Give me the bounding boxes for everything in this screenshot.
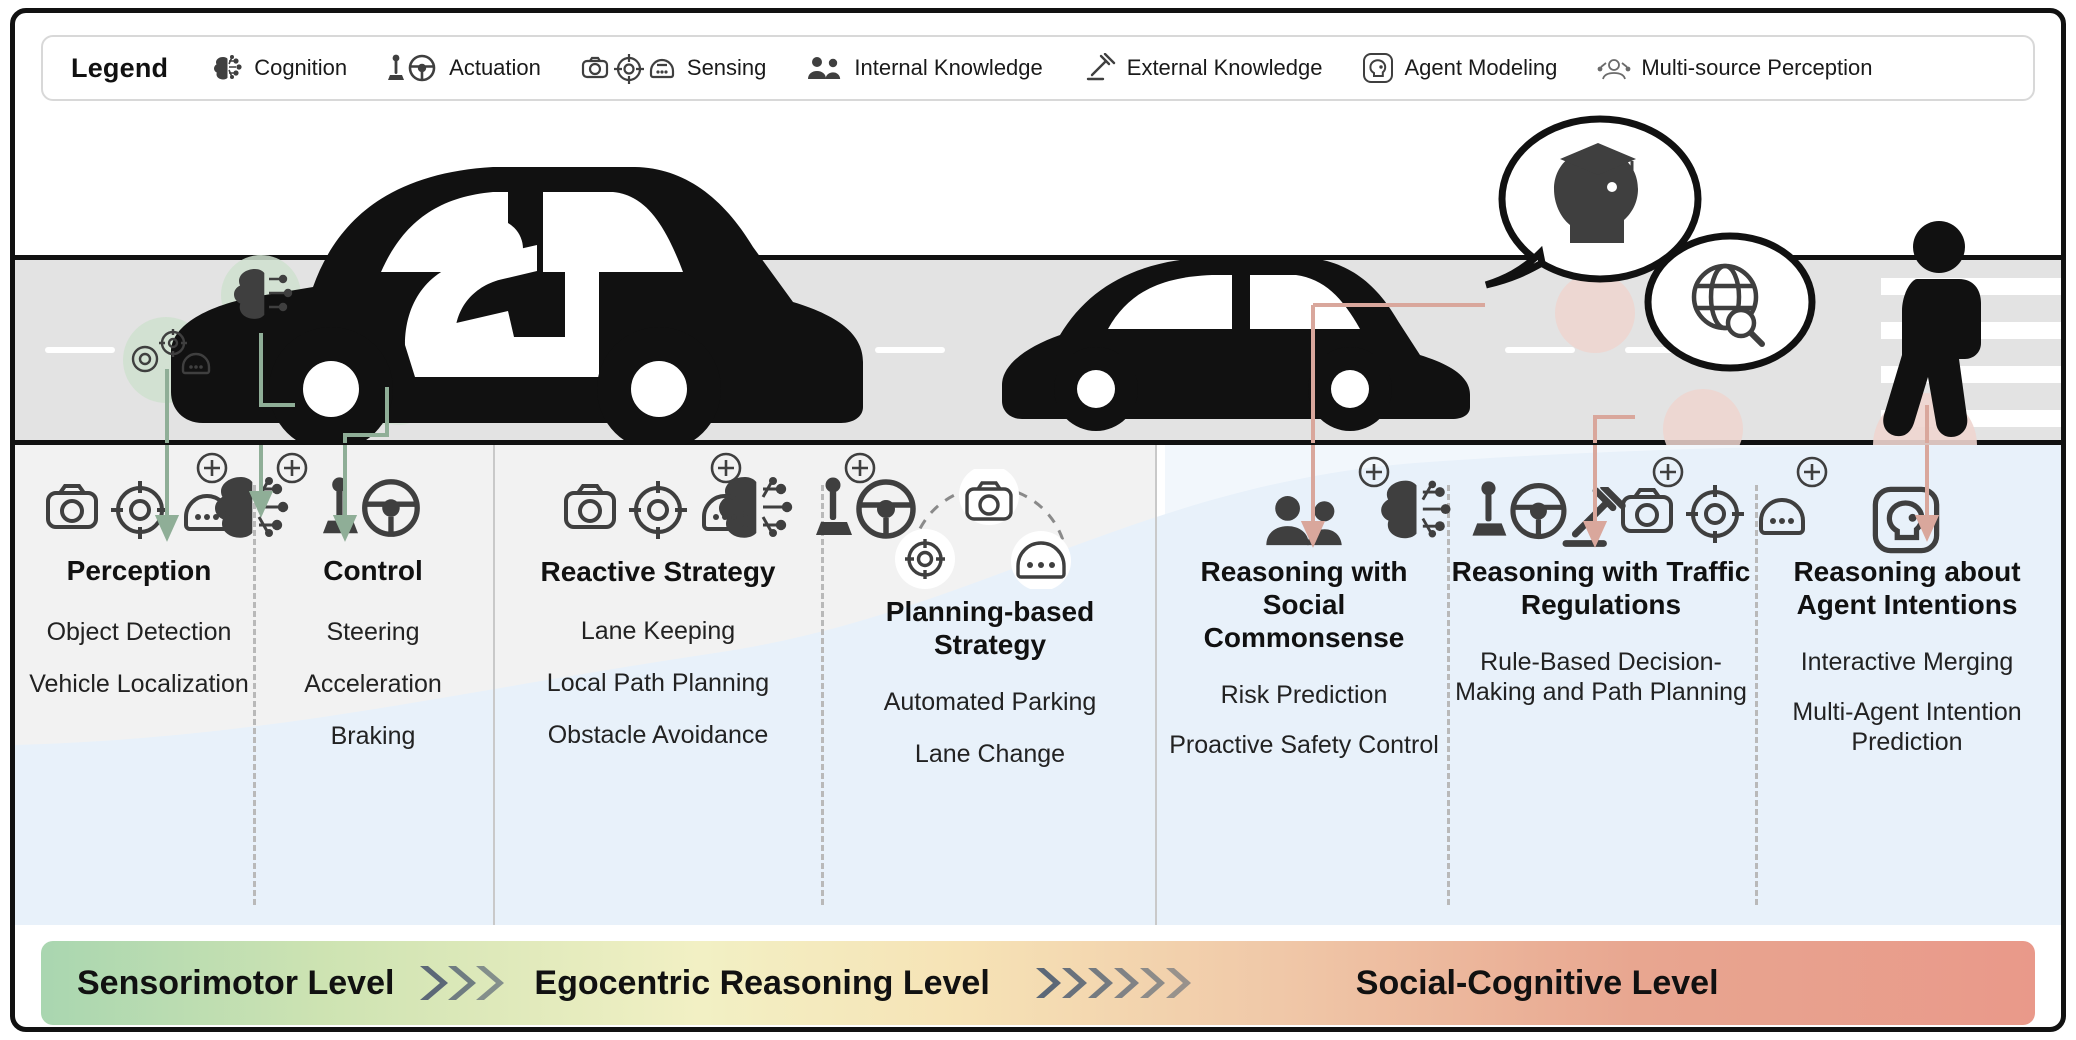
column-item: Vehicle Localization xyxy=(29,670,249,699)
level-gradient-bar xyxy=(41,941,2035,1025)
column-item: Steering xyxy=(326,618,420,647)
column-title-reasoning-agent-intentions: Reasoning about Agent Intentions xyxy=(1793,556,2021,621)
legend-item-sensing xyxy=(581,52,767,84)
legend-label-external-knowledge: External Knowledge xyxy=(1126,55,1323,80)
legend-item-agent-modeling xyxy=(1362,52,1557,84)
column-title-control: Control xyxy=(323,555,423,586)
incoming-arrowheads xyxy=(15,445,2061,925)
column-item: Proactive Safety Control xyxy=(1169,731,1439,760)
capability-band xyxy=(15,445,2061,925)
legend-label-multi-source-perception: Multi-source Perception xyxy=(1641,55,1873,80)
legend-item-external-knowledge xyxy=(1083,53,1323,83)
column-item: Lane Keeping xyxy=(580,617,736,646)
legend-title: Legend xyxy=(71,52,169,83)
legend-item-multi-source-perception xyxy=(1597,53,1872,83)
camera-radar-lidar-icon xyxy=(581,52,677,84)
multi-source-perception-icon xyxy=(1597,53,1631,83)
column-item: Risk Prediction xyxy=(1220,681,1388,710)
column-item: Braking xyxy=(330,722,416,751)
chevrons-2-icon xyxy=(1032,962,1200,1004)
legend-label-agent-modeling: Agent Modeling xyxy=(1404,55,1558,80)
column-item: Acceleration xyxy=(304,670,442,699)
people-group-icon xyxy=(806,53,844,83)
chevrons-1-icon xyxy=(416,962,512,1004)
legend-label-internal-knowledge: Internal Knowledge xyxy=(854,55,1043,80)
column-title-reactive-strategy: Reactive Strategy xyxy=(540,556,776,587)
column-item: Obstacle Avoidance xyxy=(547,721,769,750)
column-item: Automated Parking xyxy=(883,688,1097,717)
legend-bar xyxy=(41,35,2035,101)
column-item: Local Path Planning xyxy=(546,669,770,698)
legend-item-actuation xyxy=(387,53,541,83)
column-title-reasoning-traffic-regulations: Reasoning with Traffic Regulations xyxy=(1451,556,1751,621)
head-thought-icon xyxy=(1362,52,1394,84)
column-title-planning-based-strategy: Planning-based Strategy xyxy=(885,596,1095,661)
legend-label-cognition: Cognition xyxy=(254,55,348,80)
legend-item-cognition xyxy=(210,53,347,83)
level-label-sensorimotor: Sensorimotor Level xyxy=(77,963,395,1002)
brain-circuit-icon xyxy=(210,53,244,83)
column-item: Rule-Based Decision-Making and Path Planning xyxy=(1455,648,1747,707)
gavel-icon xyxy=(1083,53,1117,83)
legend-label-sensing: Sensing xyxy=(686,55,767,80)
gear-shift-steering-wheel-icon xyxy=(387,53,439,83)
column-title-reasoning-social-commonsense: Reasoning with Social Commonsense xyxy=(1200,556,1408,654)
column-item: Multi-Agent Intention Prediction xyxy=(1792,698,2022,757)
level-label-social-cognitive: Social-Cognitive Level xyxy=(1355,963,1719,1002)
legend-item-internal-knowledge xyxy=(806,53,1042,83)
level-label-egocentric: Egocentric Reasoning Level xyxy=(534,963,990,1002)
column-item: Object Detection xyxy=(46,618,232,647)
road-scene xyxy=(15,105,2061,445)
column-title-perception: Perception xyxy=(66,555,212,586)
legend-label-actuation: Actuation xyxy=(449,55,541,80)
column-item: Lane Change xyxy=(914,740,1066,769)
scene-arrows xyxy=(15,105,2061,445)
figure-frame xyxy=(10,8,2066,1032)
column-item: Interactive Merging xyxy=(1800,648,2014,677)
